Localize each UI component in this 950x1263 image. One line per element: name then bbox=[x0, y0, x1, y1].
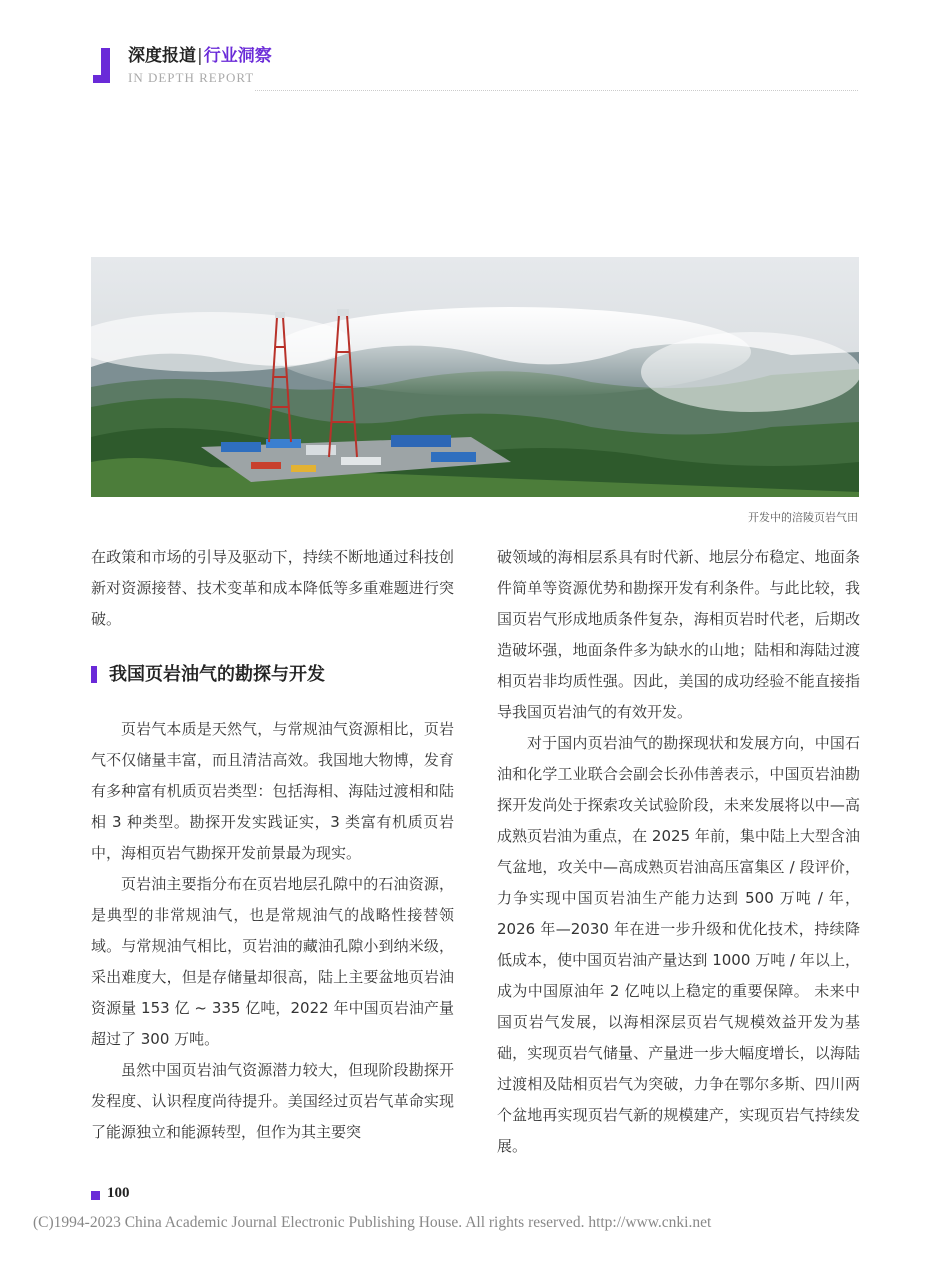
copyright-notice: (C)1994-2023 China Academic Journal Electronic Publishing House. All rights reserved. http://www.cnki.net bbox=[33, 1214, 712, 1231]
body-paragraph: 虽然中国页岩油气资源潜力较大，但现阶段勘探开发程度、认识程度尚待提升。美国经过页岩气革命实现了能源独立和能源转型，但作为其主要突 bbox=[91, 1061, 454, 1141]
section-heading: 我国页岩油气的勘探与开发 bbox=[91, 659, 454, 690]
oilfield-photo bbox=[91, 257, 859, 497]
header-accent-square bbox=[93, 75, 101, 83]
body-paragraph: 页岩气本质是天然气，与常规油气资源相比，页岩气不仅储量丰富，而且清洁高效。我国地大物博，发育有多种富有机质页岩类型：包括海相、海陆过渡相和陆相 3 种类型。勘探开发实践证实，3 类富有机质页岩中，海相页岩气勘探开发前景最为现实。 bbox=[91, 720, 454, 862]
page-number: 100 bbox=[107, 1185, 130, 1201]
header-accent-bar bbox=[101, 48, 110, 83]
section-title-separator: | bbox=[197, 46, 203, 66]
section-title-sub: 行业洞察 bbox=[203, 46, 272, 66]
left-column bbox=[91, 542, 454, 1148]
continuation-paragraph: 破领域的海相层系具有时代新、地层分布稳定、地面条件简单等资源优势和勘探开发有利条件。与此比较，我国页岩气形成地质条件复杂，海相页岩时代老，后期改造破坏强，地面条件多为缺水的山地；陆相和海陆过渡相页岩非均质性强。因此，美国的成功经验不能直接指导我国页岩油气的有效开发。 bbox=[497, 548, 860, 721]
intro-paragraph: 在政策和市场的引导及驱动下，持续不断地通过科技创新对资源接替、技术变革和成本降低等多重难题进行突破。 bbox=[91, 548, 454, 628]
right-column bbox=[497, 542, 860, 1162]
header-divider bbox=[255, 90, 858, 91]
section-title-english: IN DEPTH REPORT bbox=[128, 70, 255, 85]
body-paragraph: 对于国内页岩油气的勘探现状和发展方向，中国石油和化学工业联合会副会长孙伟善表示，中国页岩油勘探开发尚处于探索攻关试验阶段，未来发展将以中—高成熟页岩油为重点，在 2025 年前，集中陆上大型含油气盆地，攻关中—高成熟页岩油高压富集区 / 段评价，力争实现中国页岩油生产能力达到 500 万吨 / 年，2026 年—2030 年在进一步升级和优化技术，持续降低成本，使中国页岩油产量达到 1000 万吨 / 年以上，成为中国原油年 2 亿吨以上稳定的重要保障。 未来中国页岩气发展，以海相深层页岩气规模效益开发为基础，实现页岩气储量、产量进一步大幅度增长，以海陆过渡相及陆相页岩气为突破，力争在鄂尔多斯、四川两个盆地再实现页岩气新的规模建产，实现页岩气持续发展。 bbox=[497, 734, 860, 1155]
section-title bbox=[128, 44, 272, 68]
page-number-marker bbox=[91, 1191, 100, 1200]
body-paragraph: 页岩油主要指分布在页岩地层孔隙中的石油资源，是典型的非常规油气，也是常规油气的战略性接替领域。与常规油气相比，页岩油的藏油孔隙小到纳米级，采出难度大，但是存储量却很高，陆上主要盆地页岩油资源量 153 亿 ~ 335 亿吨，2022 年中国页岩油产量超过了 300 万吨。 bbox=[91, 875, 454, 1048]
photo-caption: 开发中的涪陵页岩气田 bbox=[748, 511, 858, 524]
section-title-main: 深度报道 bbox=[128, 46, 196, 66]
